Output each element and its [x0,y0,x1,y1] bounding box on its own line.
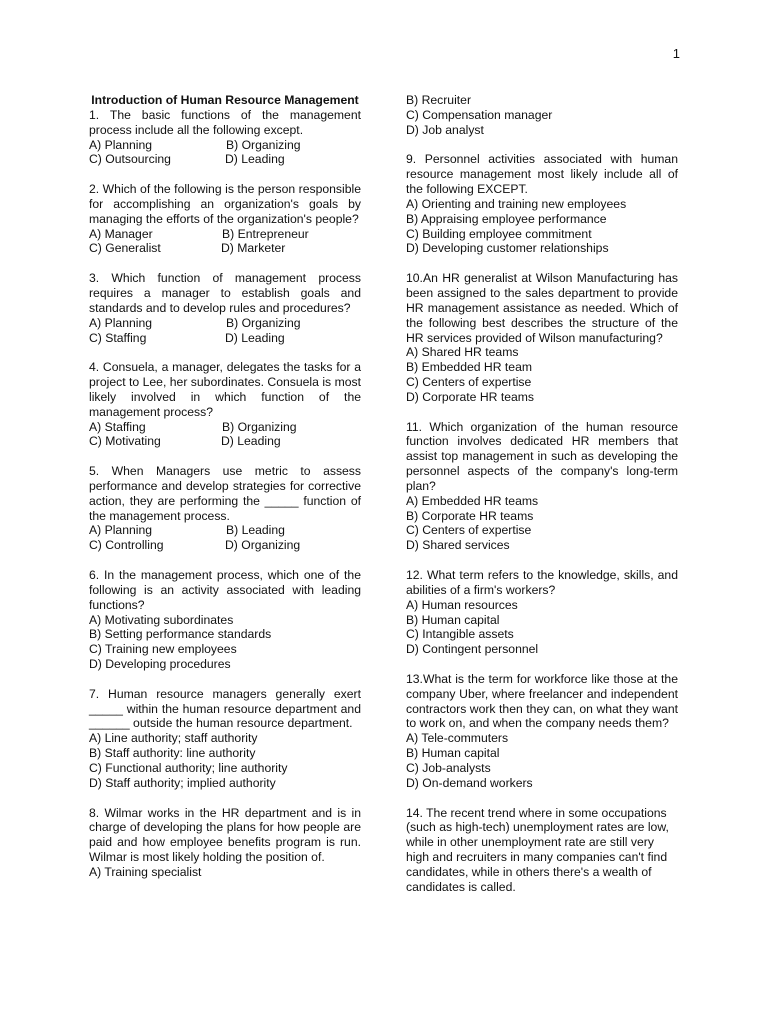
option-row [89,331,361,346]
question-7 [89,687,361,791]
question-stem: 12. What term refers to the knowledge, skills, and abilities of a firm's workers? [406,568,678,597]
answer-option: A) Shared HR teams [406,345,519,360]
question-stem: 8. Wilmar works in the HR department and is in charge of developing the plans for how people are paid and how employee benefits program is run. Wilmar is most likely holding the position of. [89,805,361,865]
answer-option: B) Recruiter [406,93,472,107]
answer-option: D) Marketer [221,241,286,256]
question-stem: 10.An HR generalist at Wilson Manufacturing has been assigned to the sales department to provide HR management assistance as needed. Which of the following best describes the structure of the HR services provided of Wilson manufacturing? [406,271,678,345]
option-row [89,538,361,553]
option-row [89,420,361,435]
question-stem: 3. Which function of management process requires a manager to establish goals and standards and to develop rules and procedures? [89,271,361,315]
answer-option: D) Job analyst [406,122,484,137]
answer-option: C) Generalist [89,241,161,256]
left-column [89,93,361,880]
option-row [89,434,361,449]
answer-option: D) Corporate HR teams [406,389,535,404]
question-stem: 11. Which organization of the human resource function involves dedicated HR members that assist top management in such as developing the personnel aspects of the company's long-term plan? [406,419,678,493]
answer-option: A) Tele-commuters [406,731,509,746]
answer-option: B) Human capital [406,612,500,627]
answer-option: D) Developing procedures [89,657,231,672]
right-question-list [406,152,678,894]
answer-option: D) Developing customer relationships [406,241,609,256]
answer-option: B) Organizing [226,315,301,330]
question-8 [89,806,361,880]
answer-option: B) Organizing [222,419,297,434]
answer-option: A) Planning [89,315,153,330]
answer-option: D) Shared services [406,538,510,553]
answer-option: D) Leading [225,330,285,345]
answer-option: A) Motivating subordinates [89,612,234,627]
answer-option: C) Job-analysts [406,760,491,775]
answer-option: C) Training new employees [89,642,237,657]
question-8-continued-options [406,93,678,138]
question-stem: 2. Which of the following is the person responsible for accomplishing an organization's goals by managing the efforts of the organization's people? [89,182,361,226]
answer-option: A) Planning [89,137,153,152]
answer-option: C) Centers of expertise [406,523,532,538]
page-number: 1 [672,46,680,61]
option-row [89,316,361,331]
answer-option: D) Contingent personnel [406,642,539,657]
question-stem: 7. Human resource managers generally exert _____ within the human resource department and ______ outside the human resource department. [89,686,361,731]
option-row [89,241,361,256]
answer-option: C) Intangible assets [406,627,514,642]
answer-option: D) On-demand workers [406,775,533,790]
answer-option: B) Embedded HR team [406,360,532,375]
question-stem: 9. Personnel activities associated with human resource management most likely include all of the following EXCEPT. [406,152,678,197]
question-6 [89,568,361,672]
option-row [89,138,361,153]
answer-option: C) Compensation manager [406,107,553,122]
question-11 [406,420,678,554]
question-4 [89,360,361,449]
answer-option: B) Entrepreneur [222,226,309,241]
question-stem: 14. The recent trend where in some occupations (such as high-tech) unemployment rates are low, while in other unemployment rate are still very high and recruiters in many companies can't find candidates, while in others there's a wealth of candidates is called. [406,805,669,894]
answer-option: A) Staffing [89,419,146,434]
answer-option: A) Embedded HR teams [406,493,539,508]
answer-option: D) Organizing [225,538,301,553]
answer-option: C) Controlling [89,538,164,553]
question-10 [406,271,678,405]
answer-option: A) Orienting and training new employees [406,196,627,211]
answer-option: B) Organizing [226,137,301,152]
answer-option: D) Leading [221,434,281,449]
answer-option: B) Corporate HR teams [406,508,534,523]
answer-option: B) Human capital [406,746,500,761]
option-row [89,227,361,242]
question-stem: 13.What is the term for workforce like those at the company Uber, where freelancer and independent contractors work then they can, on what they want to work on, and when the company needs them? [406,671,678,731]
question-12 [406,568,678,657]
question-1 [89,108,361,167]
answer-option: A) Training specialist [89,864,202,879]
document-title: Introduction of Human Resource Management [91,93,359,107]
answer-option: B) Appraising employee performance [406,211,607,226]
option-row [89,523,361,538]
answer-option: A) Line authority; staff authority [89,731,258,746]
question-13 [406,672,678,791]
answer-option: C) Functional authority; line authority [89,760,288,775]
right-column [406,93,678,895]
answer-option: B) Staff authority: line authority [89,746,256,761]
answer-option: C) Motivating [89,434,161,449]
answer-option: D) Leading [225,152,285,167]
answer-option: A) Manager [89,226,153,241]
question-5 [89,464,361,553]
answer-option: C) Centers of expertise [406,375,532,390]
option-row [89,152,361,167]
question-stem: 6. In the management process, which one of the following is an activity associated with leading functions? [89,568,361,612]
question-stem: 4. Consuela, a manager, delegates the tasks for a project to Lee, her subordinates. Consuela is most likely involved in which function of the management process? [89,360,361,419]
answer-option: B) Leading [226,523,285,538]
answer-option: C) Staffing [89,330,147,345]
question-stem: 5. When Managers use metric to assess performance and develop strategies for corrective action, they are performing the _____ function of the management process. [89,464,361,523]
question-2 [89,182,361,256]
left-question-list [89,108,361,880]
question-14 [406,806,678,895]
answer-option: A) Planning [89,523,153,538]
answer-option: D) Staff authority; implied authority [89,775,276,790]
question-9 [406,152,678,256]
answer-option: A) Human resources [406,597,518,612]
question-3 [89,271,361,345]
answer-option: B) Setting performance standards [89,627,272,642]
answer-option: C) Building employee commitment [406,226,592,241]
answer-option: C) Outsourcing [89,152,171,167]
question-stem: 1. The basic functions of the management process include all the following except. [89,107,361,137]
